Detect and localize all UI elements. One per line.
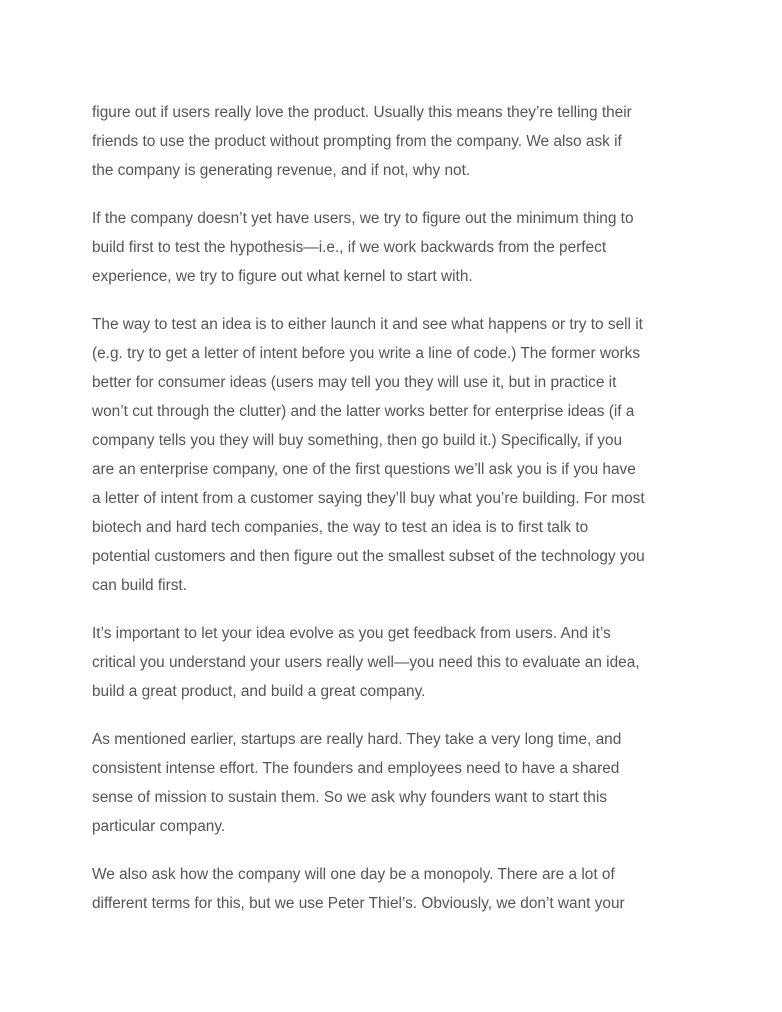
text-line: (e.g. try to get a letter of intent before you write a line of code.) The former works <box>92 345 641 362</box>
text-line: critical you understand your users really well—you need this to evaluate an idea, <box>92 654 640 671</box>
text-line: If the company doesn’t yet have users, we try to figure out the minimum thing to <box>92 210 634 227</box>
paragraph-2 <box>92 204 712 291</box>
paragraph-4 <box>92 619 712 706</box>
paragraph-5 <box>92 725 712 841</box>
text-line: particular company. <box>92 818 226 835</box>
paragraph-1 <box>92 98 712 185</box>
paragraph-6 <box>92 860 712 918</box>
text-line: can build first. <box>92 577 187 594</box>
paragraph-3 <box>92 310 712 600</box>
text-line: different terms for this, but we use Peter Thiel’s. Obviously, we don’t want your <box>92 895 625 912</box>
text-line: build first to test the hypothesis—i.e., if we work backwards from the perfect <box>92 239 607 256</box>
text-line: experience, we try to figure out what kernel to start with. <box>92 268 473 285</box>
text-line: sense of mission to sustain them. So we ask why founders want to start this <box>92 789 607 806</box>
text-line: a letter of intent from a customer saying they’ll buy what you’re building. For most <box>92 490 645 507</box>
text-line: figure out if users really love the product. Usually this means they’re telling their <box>92 104 632 121</box>
text-line: consistent intense effort. The founders and employees need to have a shared <box>92 760 620 777</box>
text-line: company tells you they will buy something, then go build it.) Specifically, if you <box>92 432 623 449</box>
text-line: friends to use the product without prompting from the company. We also ask if <box>92 133 622 150</box>
text-line: It’s important to let your idea evolve as you get feedback from users. And it’s <box>92 625 611 642</box>
text-line: biotech and hard tech companies, the way to test an idea is to first talk to <box>92 519 589 536</box>
text-line: better for consumer ideas (users may tell you they will use it, but in practice it <box>92 374 617 391</box>
text-line: build a great product, and build a great company. <box>92 683 426 700</box>
document-page <box>92 98 712 937</box>
text-line: The way to test an idea is to either launch it and see what happens or try to sell it <box>92 316 643 333</box>
text-line: won’t cut through the clutter) and the latter works better for enterprise ideas (if a <box>92 403 635 420</box>
text-line: potential customers and then figure out the smallest subset of the technology you <box>92 548 645 565</box>
text-line: We also ask how the company will one day be a monopoly. There are a lot of <box>92 866 615 883</box>
text-line: are an enterprise company, one of the first questions we’ll ask you is if you have <box>92 461 636 478</box>
text-line: the company is generating revenue, and if not, why not. <box>92 162 471 179</box>
text-line: As mentioned earlier, startups are really hard. They take a very long time, and <box>92 731 622 748</box>
